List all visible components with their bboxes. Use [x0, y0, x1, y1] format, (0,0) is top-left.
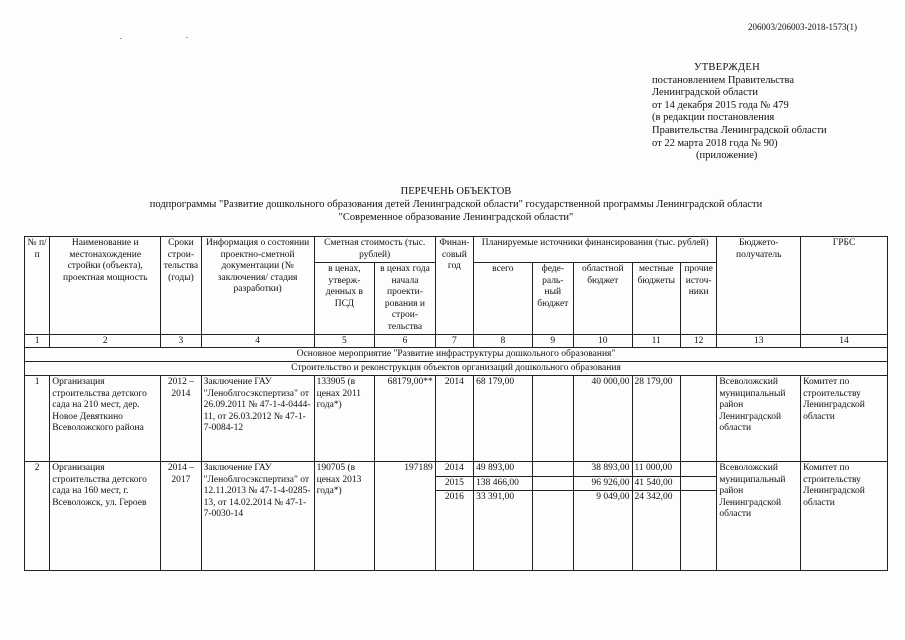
- cost-approved: 133905 (в ценах 2011 года*): [314, 376, 375, 462]
- document-code: 206003/206003-2018-1573(1): [748, 22, 857, 32]
- header-name: Наименование и местонахождение стройки (объекта), проектная мощность: [50, 237, 161, 335]
- financial-year: 2015: [435, 476, 473, 491]
- main-activity-row: [25, 348, 888, 362]
- local-amount: 24 342,00: [632, 491, 680, 571]
- other-amount: [680, 462, 716, 477]
- col-number: 9: [532, 335, 573, 348]
- local-amount: 11 000,00: [632, 462, 680, 477]
- col-number: 8: [474, 335, 533, 348]
- financial-year: 2014: [435, 462, 473, 477]
- local-amount: 28 179,00: [632, 376, 680, 462]
- col-number: 6: [375, 335, 436, 348]
- object-name: Организация строительства детского сада на 210 мест, дер. Новое Девяткино Всеволожского района: [50, 376, 161, 462]
- document-subtitle: "Современное образование Ленинградской области": [338, 212, 574, 223]
- col-number: 7: [435, 335, 473, 348]
- header-term: Сроки строи-тельства (годы): [161, 237, 201, 335]
- approval-line: Ленинградской области: [652, 87, 758, 99]
- cost-start-year: 68179,00**: [375, 376, 436, 462]
- other-amount: [680, 476, 716, 491]
- approval-line: от 22 марта 2018 года № 90): [652, 137, 778, 149]
- federal-amount: [532, 491, 573, 571]
- col-number: 5: [314, 335, 375, 348]
- header-doc: Информация о состоянии проектно-сметной документации (№ заключения/ стадия разработки): [201, 237, 314, 335]
- col-number: 10: [573, 335, 632, 348]
- approval-heading: УТВЕРЖДЕН: [693, 62, 760, 73]
- local-amount: 41 540,00: [632, 476, 680, 491]
- financial-year: 2016: [435, 491, 473, 571]
- total-amount: 68 179,00: [474, 376, 533, 462]
- grbs: Комитет по строительству Ленинградской области: [801, 376, 888, 462]
- main-activity-title: Основное мероприятие "Развитие инфраструктуры дошкольного образования": [25, 348, 888, 362]
- document-subtitle: подпрограммы "Развитие дошкольного образования детей Ленинградской области" государственной программы Ленинградской области: [149, 199, 763, 210]
- approval-line: от 14 декабря 2015 года № 479: [652, 99, 789, 111]
- federal-amount: [532, 476, 573, 491]
- other-amount: [680, 376, 716, 462]
- regional-amount: 96 926,00: [573, 476, 632, 491]
- header-federal: феде-раль-ный бюджет: [532, 263, 573, 335]
- header-recipient: Бюджето-получатель: [717, 237, 801, 335]
- header-regional: областной бюджет: [573, 263, 632, 335]
- objects-table: [24, 236, 888, 571]
- cost-approved: 190705 (в ценах 2013 года*): [314, 462, 375, 571]
- total-amount: 138 466,00: [474, 476, 533, 491]
- header-row: [25, 237, 888, 263]
- row-num: 2: [25, 462, 50, 571]
- header-other: прочие источ-ники: [680, 263, 716, 335]
- col-number: 12: [680, 335, 716, 348]
- header-fin-year: Финан-совый год: [435, 237, 473, 335]
- federal-amount: [532, 376, 573, 462]
- column-numbers-row: [25, 335, 888, 348]
- approval-line: (в редакции постановления: [652, 112, 775, 124]
- header-cost-start: в ценах года начала проекти-рования и строи-тельства: [375, 263, 436, 335]
- header-sources: Планируемые источники финансирования (тыс. рублей): [474, 237, 717, 263]
- col-number: 11: [632, 335, 680, 348]
- cost-start-year: 197189: [375, 462, 436, 571]
- budget-recipient: Всеволожский муниципальный район Ленинградской области: [717, 462, 801, 571]
- construction-term: 2014 – 2017: [161, 462, 201, 571]
- sub-activity-title: Строительство и реконструкция объектов организаций дошкольного образования: [25, 362, 888, 376]
- header-cost-approved: в ценах, утверж-денных в ПСД: [314, 263, 375, 335]
- regional-amount: 40 000,00: [573, 376, 632, 462]
- financial-year: 2014: [435, 376, 473, 462]
- row-num: 1: [25, 376, 50, 462]
- total-amount: 33 391,00: [474, 491, 533, 571]
- approval-line: (приложение): [696, 150, 758, 162]
- other-amount: [680, 491, 716, 571]
- approval-stamp: [652, 62, 882, 163]
- budget-recipient: Всеволожский муниципальный район Ленинградской области: [717, 376, 801, 462]
- approval-line: постановлением Правительства: [652, 74, 795, 86]
- header-total: всего: [474, 263, 533, 335]
- approval-line: Правительства Ленинградской области: [652, 124, 827, 136]
- regional-amount: 9 049,00: [573, 491, 632, 571]
- col-number: 4: [201, 335, 314, 348]
- document-title: ПЕРЕЧЕНЬ ОБЪЕКТОВ: [400, 186, 512, 197]
- col-number: 14: [801, 335, 888, 348]
- table-row: [25, 462, 888, 477]
- construction-term: 2012 – 2014: [161, 376, 201, 462]
- header-cost: Сметная стоимость (тыс. рублей): [314, 237, 435, 263]
- documentation-info: Заключение ГАУ "Леноблгосэкспертиза" от 26.09.2011 № 47-1-4-0444-11, от 26.03.2012 № 47-1-7-0084-12: [201, 376, 314, 462]
- scan-speck: [120, 38, 122, 39]
- table-row: [25, 376, 888, 462]
- regional-amount: 38 893,00: [573, 462, 632, 477]
- col-number: 3: [161, 335, 201, 348]
- header-num: № п/п: [25, 237, 50, 335]
- total-amount: 49 893,00: [474, 462, 533, 477]
- grbs: Комитет по строительству Ленинградской области: [801, 462, 888, 571]
- header-grbs: ГРБС: [801, 237, 888, 335]
- federal-amount: [532, 462, 573, 477]
- document-title-block: [120, 185, 792, 224]
- sub-activity-row: [25, 362, 888, 376]
- scan-speck: [186, 37, 188, 38]
- documentation-info: Заключение ГАУ "Леноблгосэкспертиза" от 12.11.2013 № 47-1-4-0285-13, от 14.02.2014 № 47-1-7-0030-14: [201, 462, 314, 571]
- col-number: 1: [25, 335, 50, 348]
- col-number: 2: [50, 335, 161, 348]
- col-number: 13: [717, 335, 801, 348]
- header-local: местные бюджеты: [632, 263, 680, 335]
- object-name: Организация строительства детского сада на 160 мест, г. Всеволожск, ул. Героев: [50, 462, 161, 571]
